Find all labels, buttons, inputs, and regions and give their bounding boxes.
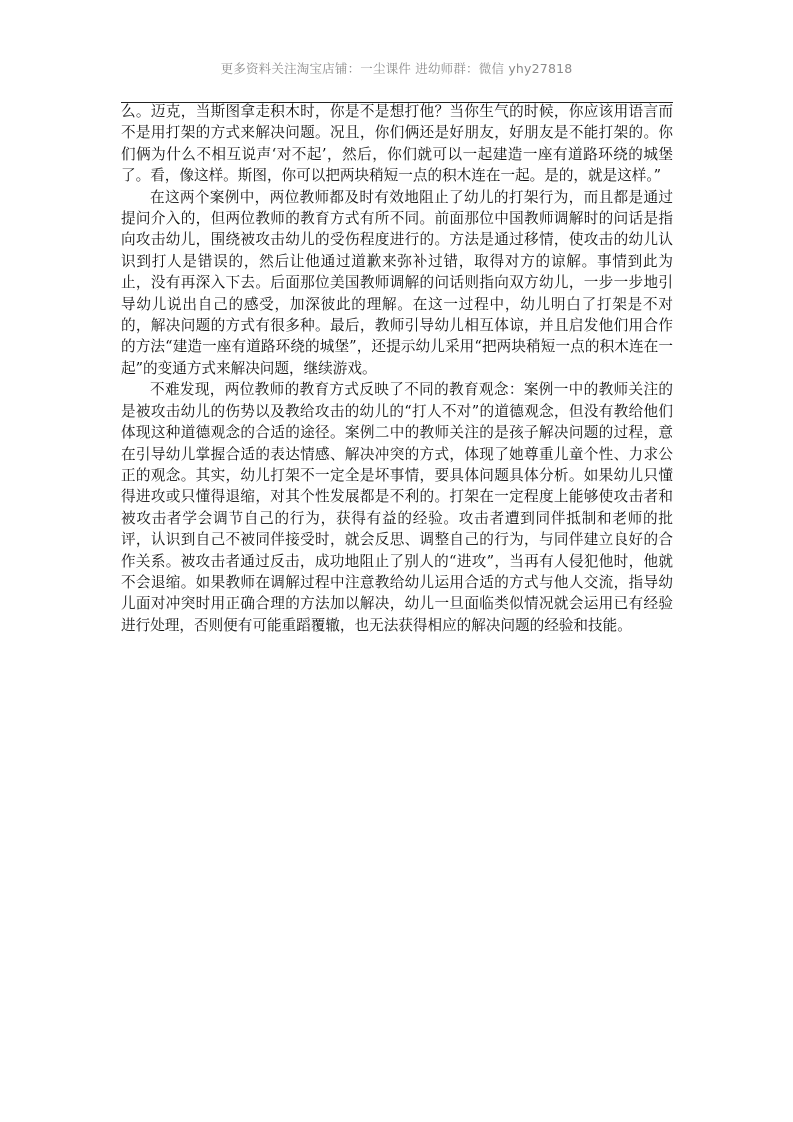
paragraph-continuation: 么。迈克，当斯图拿走积木时，你是不是想打他？当你生气的时候，你应该用语言而不是用打架的方式来解决问题。况且，你们俩还是好朋友，好朋友是不能打架的。你们俩为什么不相互说声‘对不起’，然后，你们就可以一起建造一座有道路环绕的城堡了。看，像这样。斯图，你可以把两块稍短一点的积木连在一起。是的，就是这样。” xyxy=(121,103,673,185)
paragraph-educational-concepts: 不难发现，两位教师的教育方式反映了不同的教育观念：案例一中的教师关注的是被攻击幼儿的伤势以及教给攻击的幼儿的“打人不对”的道德观念，但没有教给他们体现这种道德观念的合适的途径。案例二中的教师关注的是孩子解决问题的过程，意在引导幼儿掌握合适的表达情感、解决冲突的方式，体现了她尊重儿童个性、力求公正的观念。其实，幼儿打架不一定全是坏事情，要具体问题具体分析。如果幼儿只懂得进攻或只懂得退缩，对其个性发展都是不利的。打架在一定程度上能够使攻击者和被攻击者学会调节自己的行为，获得有益的经验。攻击者遭到同伴抵制和老师的批评，认识到自己不被同伴接受时，就会反思、调整自己的行为，与同伴建立良好的合作关系。被攻击者通过反击，成功地阻止了别人的“进攻”，当再有人侵犯他时，他就不会退缩。如果教师在调解过程中注意教给幼儿运用合适的方式与他人交流，指导幼儿面对冲突时用正确合理的方法加以解决，幼儿一旦面临类似情况就会运用已有经验进行处理，否则便有可能重蹈覆辙，也无法获得相应的解决问题的经验和技能。 xyxy=(121,381,673,634)
page-header: 更多资料关注淘宝店铺：一尘课件 进幼师群：微信 yhy27818 xyxy=(220,61,573,76)
body-text xyxy=(121,101,673,636)
paragraph-case-comparison: 在这两个案例中，两位教师都及时有效地阻止了幼儿的打架行为，而且都是通过提问介入的，但两位教师的教育方式有所不同。前面那位中国教师调解时的问话是指向攻击幼儿，围绕被攻击幼儿的受伤程度进行的。方法是通过移情，使攻击的幼儿认识到打人是错误的，然后让他通过道歉来弥补过错，取得对方的谅解。事情到此为止，没有再深入下去。后面那位美国教师调解的问话则指向双方幼儿，一步一步地引导幼儿说出自己的感受，加深彼此的理解。在这一过程中，幼儿明白了打架是不对的，解决问题的方式有很多种。最后，教师引导幼儿相互体谅，并且启发他们用合作的方法“建造一座有道路环绕的城堡”，还提示幼儿采用“把两块稍短一点的积木连在一起”的变通方式来解决问题，继续游戏。 xyxy=(121,188,673,377)
